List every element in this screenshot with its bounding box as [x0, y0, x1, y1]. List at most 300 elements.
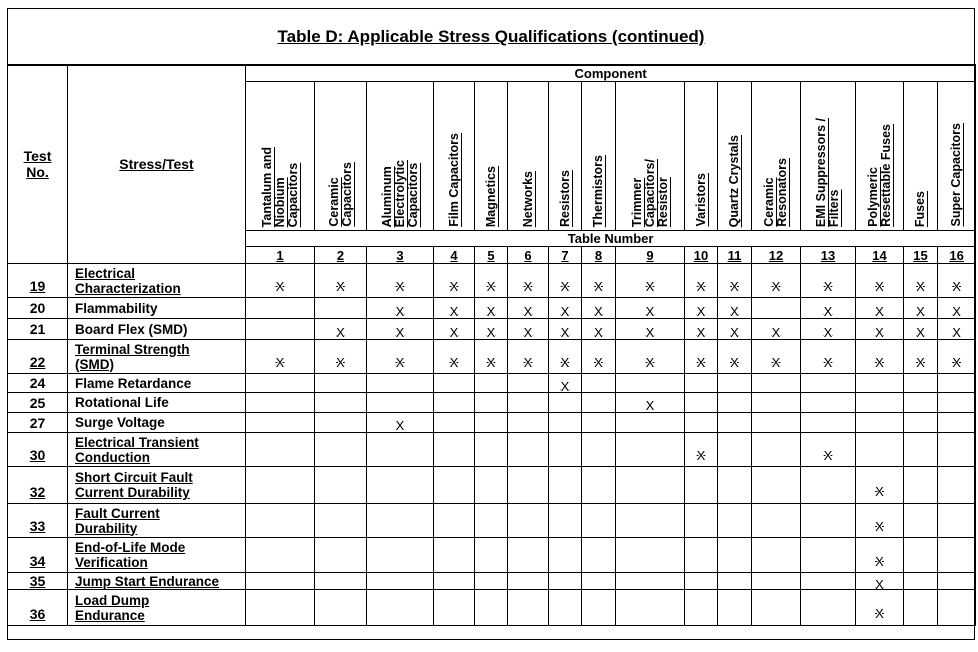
- applicability-mark: X: [523, 355, 533, 370]
- applicability-cell: [856, 538, 904, 573]
- applicability-cell: [475, 538, 508, 573]
- applicability-cell: [508, 467, 549, 504]
- applicability-mark: X: [486, 355, 496, 370]
- applicability-mark: X: [645, 398, 655, 413]
- applicability-mark: X: [875, 606, 884, 621]
- table-number-cell: 4: [434, 247, 475, 264]
- applicability-mark: X: [645, 355, 655, 370]
- applicability-cell: [938, 298, 976, 319]
- applicability-mark: X: [696, 355, 706, 370]
- applicability-cell: [616, 590, 685, 626]
- applicability-cell: [856, 467, 904, 504]
- applicability-cell: [582, 264, 616, 298]
- applicability-cell: [718, 433, 752, 467]
- applicability-cell: [549, 264, 582, 298]
- applicability-cell: [549, 538, 582, 573]
- applicability-cell: [938, 374, 976, 393]
- table-number-cell: 13: [801, 247, 856, 264]
- applicability-cell: [246, 433, 315, 467]
- applicability-cell: [904, 433, 938, 467]
- applicability-mark: X: [696, 303, 706, 319]
- title-area: [8, 9, 974, 66]
- applicability-cell: [508, 340, 549, 374]
- applicability-cell: [752, 264, 801, 298]
- applicability-cell: [718, 573, 752, 590]
- applicability-mark: X: [916, 303, 925, 319]
- applicability-cell: [246, 467, 315, 504]
- applicability-cell: [718, 298, 752, 319]
- applicability-cell: [718, 393, 752, 413]
- component-column-header: [938, 82, 976, 231]
- applicability-cell: [315, 340, 367, 374]
- applicability-cell: [315, 590, 367, 626]
- applicability-mark: X: [823, 303, 833, 319]
- applicability-cell: [801, 264, 856, 298]
- applicability-cell: [938, 573, 976, 590]
- applicability-cell: [938, 504, 976, 538]
- component-name: Networks: [520, 170, 535, 227]
- applicability-cell: [856, 590, 904, 626]
- applicability-cell: [801, 573, 856, 590]
- applicability-cell: [434, 393, 475, 413]
- applicability-cell: [685, 433, 718, 467]
- table-title: Table D: Applicable Stress Qualifications (continued): [277, 27, 705, 46]
- applicability-mark: X: [560, 378, 570, 393]
- applicability-cell: [508, 573, 549, 590]
- applicability-mark: X: [696, 324, 706, 340]
- applicability-mark: X: [696, 448, 706, 463]
- applicability-cell: [685, 264, 718, 298]
- applicability-cell: [315, 319, 367, 340]
- applicability-cell: [508, 433, 549, 467]
- component-name: Quartz Crystals: [727, 134, 741, 227]
- applicability-cell: [801, 433, 856, 467]
- component-name: Trimmer Capacitors/ Resistor: [629, 158, 670, 227]
- applicability-cell: [475, 298, 508, 319]
- applicability-cell: [315, 298, 367, 319]
- applicability-cell: [616, 573, 685, 590]
- applicability-cell: [938, 319, 976, 340]
- component-name: EMI Suppressors / Filters: [814, 117, 841, 227]
- applicability-cell: [367, 413, 434, 433]
- applicability-cell: [246, 264, 315, 298]
- applicability-mark: X: [730, 355, 739, 370]
- component-column-header: [475, 82, 508, 231]
- applicability-cell: [616, 467, 685, 504]
- component-column-header: [508, 82, 549, 231]
- applicability-cell: [904, 467, 938, 504]
- test-number: 32: [8, 467, 68, 504]
- applicability-cell: [246, 393, 315, 413]
- component-column-header: [685, 82, 718, 231]
- test-number: 22: [8, 340, 68, 374]
- applicability-cell: [938, 340, 976, 374]
- applicability-cell: [315, 393, 367, 413]
- applicability-cell: [616, 538, 685, 573]
- applicability-cell: [752, 298, 801, 319]
- applicability-cell: [367, 393, 434, 413]
- stress-test-name: Jump Start Endurance: [68, 573, 246, 590]
- component-name: Ceramic Capacitors: [326, 162, 354, 227]
- applicability-mark: X: [594, 303, 603, 319]
- table-number-cell: 5: [475, 247, 508, 264]
- applicability-cell: [434, 319, 475, 340]
- applicability-mark: X: [449, 355, 459, 370]
- applicability-cell: [801, 340, 856, 374]
- test-number: 19: [8, 264, 68, 298]
- applicability-cell: [856, 319, 904, 340]
- applicability-mark: X: [486, 303, 496, 319]
- applicability-cell: [752, 504, 801, 538]
- applicability-cell: [938, 413, 976, 433]
- applicability-cell: [856, 393, 904, 413]
- applicability-cell: [434, 413, 475, 433]
- applicability-cell: [508, 374, 549, 393]
- applicability-cell: [938, 467, 976, 504]
- applicability-cell: [718, 590, 752, 626]
- applicability-cell: [434, 340, 475, 374]
- applicability-cell: [752, 393, 801, 413]
- test-number: 35: [8, 573, 68, 590]
- applicability-cell: [582, 590, 616, 626]
- table-number-cell: 2: [315, 247, 367, 264]
- test-number: 27: [8, 413, 68, 433]
- applicability-mark: X: [560, 279, 570, 294]
- applicability-mark: X: [875, 303, 884, 319]
- table-number-cell: 7: [549, 247, 582, 264]
- applicability-mark: X: [823, 448, 833, 463]
- applicability-cell: [315, 504, 367, 538]
- applicability-cell: [582, 319, 616, 340]
- component-name: Resistors: [557, 170, 572, 227]
- applicability-cell: [582, 504, 616, 538]
- applicability-cell: [718, 340, 752, 374]
- applicability-mark: X: [771, 324, 781, 340]
- applicability-cell: [904, 573, 938, 590]
- table-number-cell: 11: [718, 247, 752, 264]
- component-column-header: [616, 82, 685, 231]
- component-name: Super Capacitors: [949, 123, 964, 227]
- applicability-cell: [549, 504, 582, 538]
- component-column-header: [434, 82, 475, 231]
- applicability-cell: [718, 319, 752, 340]
- applicability-cell: [718, 374, 752, 393]
- applicability-mark: X: [594, 279, 603, 294]
- applicability-mark: X: [449, 303, 459, 319]
- applicability-cell: [434, 433, 475, 467]
- applicability-cell: [475, 590, 508, 626]
- applicability-cell: [801, 374, 856, 393]
- applicability-cell: [549, 340, 582, 374]
- applicability-mark: X: [275, 355, 285, 370]
- applicability-cell: [246, 319, 315, 340]
- applicability-cell: [246, 340, 315, 374]
- applicability-mark: X: [395, 303, 405, 319]
- applicability-cell: [752, 340, 801, 374]
- table-row: [8, 590, 976, 626]
- applicability-mark: X: [523, 279, 533, 294]
- applicability-cell: [752, 374, 801, 393]
- applicability-mark: X: [486, 324, 496, 340]
- applicability-cell: [616, 413, 685, 433]
- stress-test-name: Terminal Strength (SMD): [68, 340, 246, 374]
- applicability-mark: X: [560, 355, 570, 370]
- applicability-cell: [856, 340, 904, 374]
- applicability-cell: [475, 413, 508, 433]
- applicability-cell: [856, 298, 904, 319]
- applicability-cell: [685, 590, 718, 626]
- applicability-cell: [367, 340, 434, 374]
- applicability-cell: [752, 467, 801, 504]
- applicability-cell: [434, 504, 475, 538]
- applicability-mark: X: [395, 279, 405, 294]
- applicability-cell: [904, 298, 938, 319]
- stress-test-header: Stress/Test: [68, 65, 246, 264]
- table-number-cell: 8: [582, 247, 616, 264]
- applicability-cell: [475, 374, 508, 393]
- applicability-cell: [434, 298, 475, 319]
- stress-test-name: End-of-Life Mode Verification: [68, 538, 246, 573]
- applicability-cell: [475, 573, 508, 590]
- applicability-cell: [752, 413, 801, 433]
- applicability-cell: [475, 393, 508, 413]
- component-header: Component: [246, 65, 976, 82]
- applicability-cell: [904, 504, 938, 538]
- table-row: [8, 467, 976, 504]
- stress-test-name: Flame Retardance: [68, 374, 246, 393]
- applicability-cell: [434, 467, 475, 504]
- component-name: Magnetics: [483, 165, 498, 227]
- applicability-cell: [718, 264, 752, 298]
- applicability-mark: X: [730, 303, 739, 319]
- applicability-cell: [475, 319, 508, 340]
- applicability-mark: X: [560, 324, 570, 340]
- applicability-cell: [508, 319, 549, 340]
- table-body: [8, 264, 976, 626]
- table-row: [8, 319, 976, 340]
- applicability-cell: [801, 504, 856, 538]
- applicability-cell: [582, 393, 616, 413]
- applicability-cell: [315, 413, 367, 433]
- applicability-cell: [616, 374, 685, 393]
- applicability-cell: [856, 504, 904, 538]
- applicability-cell: [246, 413, 315, 433]
- applicability-cell: [508, 264, 549, 298]
- applicability-mark: X: [875, 576, 884, 590]
- qualification-table: [7, 64, 976, 626]
- applicability-mark: X: [486, 279, 496, 294]
- applicability-mark: X: [594, 355, 603, 370]
- applicability-cell: [475, 340, 508, 374]
- applicability-mark: X: [916, 324, 925, 340]
- applicability-cell: [616, 298, 685, 319]
- applicability-cell: [367, 467, 434, 504]
- applicability-cell: [315, 264, 367, 298]
- applicability-mark: X: [916, 279, 925, 294]
- stress-test-name: Rotational Life: [68, 393, 246, 413]
- stress-test-name: Short Circuit Fault Current Durability: [68, 467, 246, 504]
- applicability-cell: [801, 590, 856, 626]
- applicability-mark: X: [771, 355, 781, 370]
- table-row: [8, 340, 976, 374]
- test-no-header: Test No.: [8, 65, 68, 264]
- applicability-mark: X: [336, 355, 345, 370]
- stress-test-name: Flammability: [68, 298, 246, 319]
- applicability-cell: [367, 298, 434, 319]
- component-name: Polymeric Resettable Fuses: [865, 124, 893, 227]
- applicability-mark: X: [875, 519, 884, 534]
- applicability-cell: [367, 374, 434, 393]
- table-number-cell: 1: [246, 247, 315, 264]
- applicability-cell: [752, 433, 801, 467]
- applicability-mark: X: [875, 279, 884, 294]
- applicability-mark: X: [449, 279, 459, 294]
- table-row: [8, 298, 976, 319]
- applicability-cell: [367, 264, 434, 298]
- applicability-cell: [718, 467, 752, 504]
- applicability-cell: [752, 538, 801, 573]
- applicability-mark: X: [395, 355, 405, 370]
- applicability-cell: [685, 298, 718, 319]
- table-row: [8, 374, 976, 393]
- applicability-cell: [856, 573, 904, 590]
- applicability-mark: X: [875, 355, 884, 370]
- applicability-cell: [246, 504, 315, 538]
- applicability-cell: [315, 433, 367, 467]
- component-column-header: [904, 82, 938, 231]
- applicability-cell: [582, 573, 616, 590]
- applicability-cell: [549, 590, 582, 626]
- applicability-cell: [367, 319, 434, 340]
- applicability-cell: [616, 264, 685, 298]
- applicability-cell: [475, 433, 508, 467]
- stress-test-name: Board Flex (SMD): [68, 319, 246, 340]
- test-number: 36: [8, 590, 68, 626]
- component-name: Fuses: [913, 190, 927, 227]
- applicability-cell: [549, 298, 582, 319]
- applicability-cell: [938, 264, 976, 298]
- stress-test-name: Fault Current Durability: [68, 504, 246, 538]
- component-name: Film Capacitors: [446, 133, 461, 227]
- stress-test-name: Electrical Transient Conduction: [68, 433, 246, 467]
- table-number-cell: 16: [938, 247, 976, 264]
- applicability-cell: [434, 573, 475, 590]
- applicability-cell: [752, 319, 801, 340]
- applicability-mark: X: [730, 279, 739, 294]
- applicability-cell: [549, 433, 582, 467]
- component-column-header: [549, 82, 582, 231]
- table-number-cell: 3: [367, 247, 434, 264]
- component-name: Aluminum Electrolytic Capacitors: [379, 159, 420, 227]
- component-name: Thermistors: [591, 154, 605, 227]
- applicability-cell: [475, 467, 508, 504]
- applicability-cell: [938, 433, 976, 467]
- applicability-cell: [582, 538, 616, 573]
- stress-test-name: Surge Voltage: [68, 413, 246, 433]
- applicability-cell: [367, 590, 434, 626]
- applicability-cell: [685, 340, 718, 374]
- applicability-cell: [685, 393, 718, 413]
- applicability-cell: [801, 393, 856, 413]
- applicability-mark: X: [875, 483, 884, 499]
- test-number: 30: [8, 433, 68, 467]
- applicability-cell: [718, 538, 752, 573]
- applicability-cell: [549, 374, 582, 393]
- applicability-cell: [904, 264, 938, 298]
- applicability-cell: [856, 374, 904, 393]
- applicability-cell: [938, 538, 976, 573]
- applicability-cell: [367, 573, 434, 590]
- applicability-cell: [246, 298, 315, 319]
- component-name: Varistors: [693, 173, 708, 227]
- applicability-cell: [904, 319, 938, 340]
- applicability-cell: [685, 504, 718, 538]
- applicability-mark: X: [916, 355, 925, 370]
- applicability-cell: [616, 340, 685, 374]
- table-row: [8, 538, 976, 573]
- applicability-cell: [367, 504, 434, 538]
- component-column-header: [801, 82, 856, 231]
- applicability-mark: X: [523, 303, 533, 319]
- applicability-cell: [856, 413, 904, 433]
- component-column-header: [367, 82, 434, 231]
- table-number-cell: 14: [856, 247, 904, 264]
- applicability-mark: X: [823, 279, 833, 294]
- applicability-mark: X: [730, 324, 739, 340]
- component-column-header: [582, 82, 616, 231]
- applicability-cell: [685, 319, 718, 340]
- applicability-cell: [904, 590, 938, 626]
- applicability-cell: [367, 433, 434, 467]
- applicability-cell: [434, 374, 475, 393]
- applicability-mark: X: [823, 355, 833, 370]
- applicability-mark: X: [823, 324, 833, 340]
- applicability-mark: X: [952, 355, 961, 370]
- applicability-mark: X: [952, 279, 961, 294]
- applicability-mark: X: [645, 279, 655, 294]
- component-column-header: [752, 82, 801, 231]
- applicability-mark: X: [696, 279, 706, 294]
- applicability-cell: [549, 393, 582, 413]
- applicability-cell: [801, 298, 856, 319]
- applicability-cell: [904, 413, 938, 433]
- applicability-cell: [549, 467, 582, 504]
- component-column-header: [315, 82, 367, 231]
- table-number-cell: 6: [508, 247, 549, 264]
- applicability-cell: [616, 393, 685, 413]
- applicability-cell: [752, 573, 801, 590]
- applicability-cell: [938, 393, 976, 413]
- applicability-cell: [508, 590, 549, 626]
- test-number: 20: [8, 298, 68, 319]
- applicability-cell: [856, 433, 904, 467]
- applicability-cell: [315, 467, 367, 504]
- applicability-cell: [315, 374, 367, 393]
- applicability-mark: X: [275, 279, 285, 294]
- applicability-cell: [685, 538, 718, 573]
- applicability-mark: X: [875, 324, 884, 340]
- table-number-cell: 12: [752, 247, 801, 264]
- applicability-mark: X: [771, 279, 781, 294]
- applicability-cell: [434, 264, 475, 298]
- table-number-cell: 9: [616, 247, 685, 264]
- table-row: [8, 504, 976, 538]
- applicability-mark: X: [336, 324, 345, 340]
- applicability-cell: [938, 590, 976, 626]
- applicability-cell: [315, 573, 367, 590]
- applicability-cell: [718, 504, 752, 538]
- applicability-mark: X: [449, 324, 459, 340]
